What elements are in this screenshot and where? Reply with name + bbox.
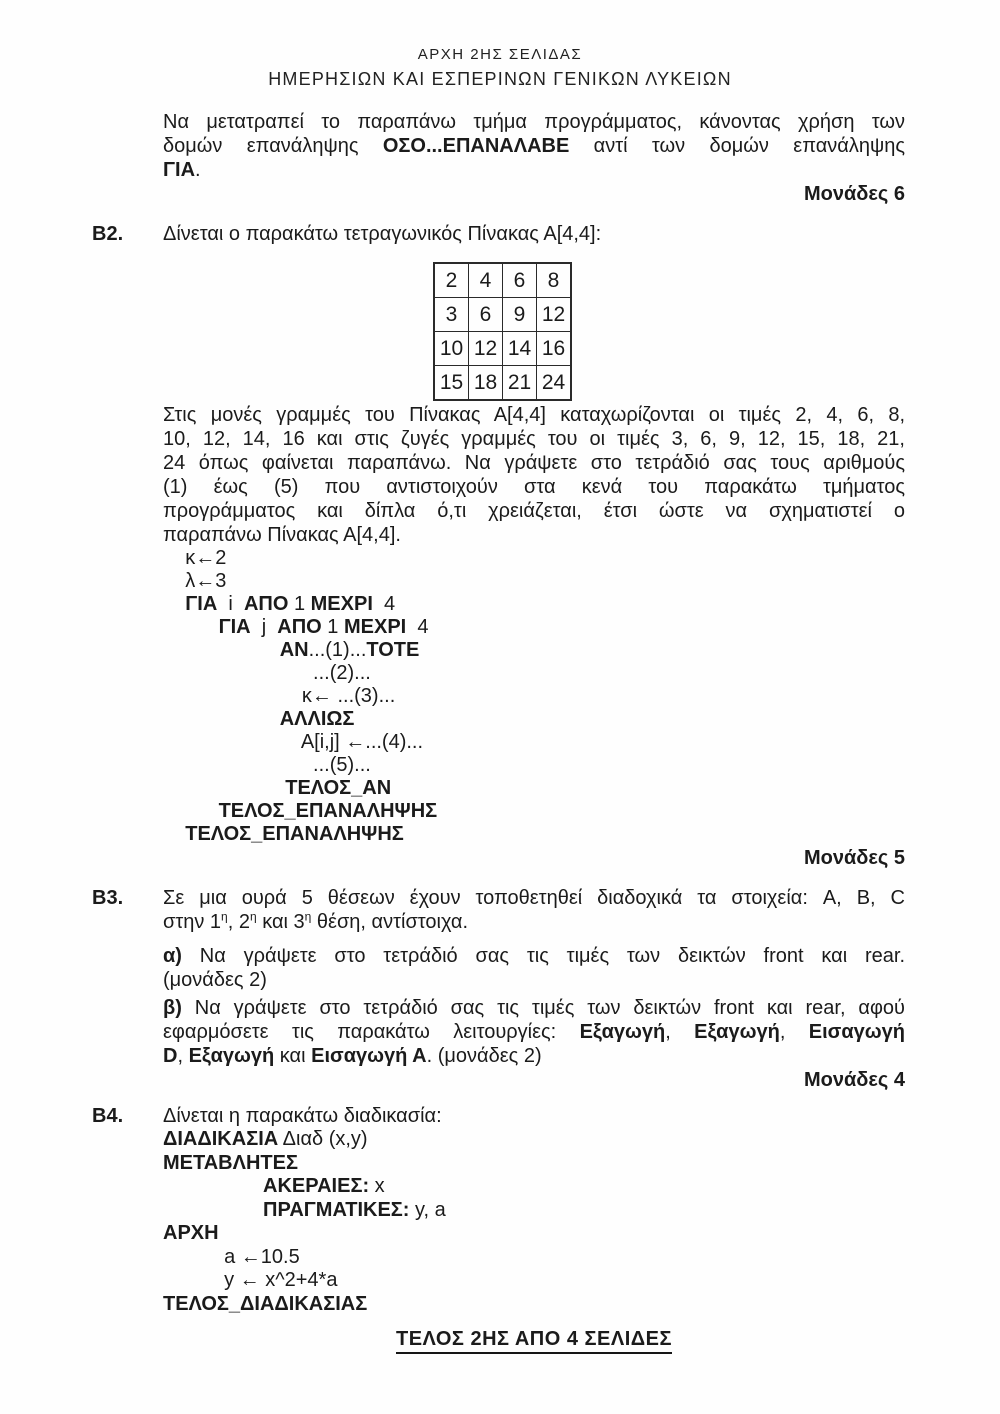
header-line-2: ΗΜΕΡΗΣΙΩΝ ΚΑΙ ΕΣΠΕΡΙΝΩΝ ΓΕΝΙΚΩΝ ΛΥΚΕΙΩΝ [268, 69, 732, 89]
text-segment [163, 593, 185, 615]
text-line [163, 1152, 905, 1176]
text-line [163, 547, 905, 570]
text-line [163, 754, 905, 777]
text-line [163, 1293, 905, 1317]
text-line [163, 823, 905, 846]
text-line [163, 968, 905, 992]
text-segment: ΜΕΧΡΙ [343, 616, 407, 638]
text-line [163, 708, 905, 731]
text-segment: ΤΕΛΟΣ_ΕΠΑΝΑΛΗΨΗΣ [218, 800, 438, 822]
text-segment: 24 όπως φαίνεται παραπάνω. Να γράψετε στο τετράδιό σας τους αριθμούς [163, 452, 905, 474]
matrix-row [434, 298, 571, 332]
marks-intro: Μονάδες 6 [804, 183, 905, 205]
matrix-cell: 10 [434, 332, 469, 366]
text-line [163, 451, 905, 475]
section-label-b2: Β2. [92, 223, 124, 245]
text-segment: θέση, αντίστοιχα. [311, 911, 469, 933]
text-segment: , [665, 1021, 695, 1043]
header-line-1: ΑΡΧΗ 2ΗΣ ΣΕΛΙΔΑΣ [417, 46, 583, 63]
text-segment: στην 1 [163, 911, 222, 933]
text-segment: . [195, 159, 201, 181]
matrix-cell: 4 [469, 263, 503, 298]
text-segment: 1 [288, 593, 311, 615]
text-segment: ΓΙΑ [185, 593, 218, 615]
text-line [163, 886, 905, 910]
text-segment: ΜΕΤΑΒΛΗΤΕΣ [163, 1151, 298, 1174]
text-segment [163, 823, 185, 845]
marks-b3: Μονάδες 4 [804, 1069, 905, 1091]
b3-part-a [163, 944, 905, 992]
text-segment: προγράμματος και δίπλα ό,τι χρειάζεται, έτσι ώστε να σχηματιστεί ο [163, 500, 905, 522]
text-segment: 4 [372, 593, 396, 615]
text-segment: Εισαγωγή Α [311, 1045, 427, 1067]
text-segment: , [779, 1021, 809, 1043]
text-line [163, 685, 905, 708]
b2-code-block [163, 547, 905, 846]
section-b3 [92, 886, 905, 934]
text-segment: ΑΡΧΗ [163, 1222, 219, 1244]
text-line [163, 944, 905, 968]
text-segment: παραπάνω Πίνακας Α[4,4]. [163, 524, 401, 546]
matrix-cell: 16 [537, 332, 572, 366]
matrix-cell: 12 [469, 332, 503, 366]
text-line [163, 996, 905, 1020]
text-segment: δομών επανάληψης [163, 135, 383, 157]
matrix-row [434, 263, 571, 298]
text-segment: ΑΠΟ [277, 616, 322, 638]
text-segment: 1 [321, 616, 344, 638]
matrix-table [433, 262, 572, 401]
text-segment: 10, 12, 14, 16 και στις ζυγές γραμμές του οι τιμές 3, 6, 9, 12, 15, 18, 21, [163, 428, 905, 450]
text-segment: ΟΣΟ...ΕΠΑΝΑΛΑΒΕ [382, 135, 570, 157]
text-segment: Εξαγωγή [579, 1021, 666, 1043]
text-line [163, 1269, 905, 1293]
text-segment: ΓΙΑ [163, 159, 196, 181]
text-segment: και 3 [256, 911, 305, 933]
text-segment: ΤΟΤΕ [366, 639, 420, 661]
page-content [0, 110, 1000, 1351]
text-segment [163, 616, 219, 638]
text-line [163, 427, 905, 451]
footer-text: ΤΕΛΟΣ 2ΗΣ ΑΠΟ 4 ΣΕΛΙΔΕΣ [396, 1328, 672, 1354]
text-segment [163, 708, 280, 730]
section-label-b4: Β4. [92, 1105, 124, 1127]
text-segment: ΑΛΛΙΩΣ [279, 708, 355, 730]
matrix-cell: 9 [503, 298, 537, 332]
text-line [163, 499, 905, 523]
text-segment: a ←10.5 [163, 1245, 300, 1268]
text-line [163, 475, 905, 499]
b3-part-b [163, 996, 905, 1068]
text-segment: α) [163, 945, 200, 967]
text-segment: β) [163, 997, 195, 1019]
text-segment: ΤΕΛΟΣ_ΔΙΑΔΙΚΑΣΙΑΣ [163, 1292, 368, 1315]
text-segment: ΑΝ [279, 639, 309, 661]
intro-paragraph [163, 110, 905, 182]
text-segment: Στις μονές γραμμές του Πίνακας Α[4,4] καταχωρίζονται οι τιμές 2, 4, 6, 8, [163, 404, 905, 426]
matrix-cell: 24 [537, 366, 572, 401]
text-segment: x [369, 1175, 385, 1197]
text-segment: Α[i,j] ←...(4)... [163, 731, 424, 753]
text-line [163, 910, 905, 934]
text-segment: ΤΕΛΟΣ_ΑΝ [285, 777, 392, 799]
text-segment: ΠΡΑΓΜΑΤΙΚΕΣ: [263, 1198, 410, 1221]
text-line [163, 570, 905, 593]
matrix-cell: 8 [537, 263, 572, 298]
text-segment: η [304, 909, 312, 924]
text-line [163, 731, 905, 754]
text-line [163, 800, 905, 823]
matrix-cell: 12 [537, 298, 572, 332]
text-segment: κ← ...(3)... [163, 685, 396, 707]
text-line [163, 1175, 905, 1199]
text-segment [163, 1175, 263, 1197]
text-segment: ...(5)... [163, 754, 371, 776]
matrix-cell: 18 [469, 366, 503, 401]
text-segment: Εισαγωγή [808, 1021, 905, 1043]
text-segment: (μονάδες 2) [163, 969, 267, 991]
b2-paragraph [163, 403, 905, 547]
section-b2 [92, 222, 905, 246]
matrix-cell: 3 [434, 298, 469, 332]
text-segment: , 2 [227, 911, 250, 933]
text-line [163, 1020, 905, 1044]
text-segment [163, 639, 280, 661]
text-segment: ...(1)... [308, 639, 367, 661]
text-segment: ΤΕΛΟΣ_ΕΠΑΝΑΛΗΨΗΣ [185, 823, 404, 845]
text-segment: . (μονάδες 2) [426, 1045, 542, 1067]
marks-b2: Μονάδες 5 [804, 847, 905, 869]
text-line [163, 1246, 905, 1270]
text-segment [163, 777, 285, 799]
b3-intro-paragraph [163, 886, 905, 934]
matrix-cell: 2 [434, 263, 469, 298]
text-line [163, 777, 905, 800]
text-segment: ΑΚΕΡΑΙΕΣ: [263, 1175, 370, 1197]
text-line [163, 639, 905, 662]
matrix-cell: 6 [469, 298, 503, 332]
b4-intro-text: Δίνεται η παρακάτω διαδικασία: [163, 1105, 442, 1127]
text-line [163, 134, 905, 158]
text-segment: εφαρμόσετε τις παρακάτω λειτουργίες: [163, 1021, 580, 1043]
text-segment: y ← x^2+4*a [163, 1269, 338, 1291]
text-segment: ΓΙΑ [218, 616, 251, 638]
text-segment: κ←2 [163, 547, 227, 569]
matrix-cell: 6 [503, 263, 537, 298]
text-line [163, 1199, 905, 1223]
text-segment: (1) έως (5) που αντιστοιχούν στα κενά του παρακάτω τμήματος [163, 476, 905, 498]
text-segment: λ←3 [163, 570, 227, 592]
text-segment: Να μετατραπεί το παραπάνω τμήμα προγράμματος, κάνοντας χρήση των [163, 111, 905, 133]
section-b4 [92, 1104, 905, 1316]
text-segment: ΑΠΟ [243, 593, 289, 615]
text-segment: D [163, 1045, 178, 1067]
text-segment: Εξαγωγή [694, 1021, 780, 1043]
text-segment: η [221, 909, 228, 924]
text-segment: y, a [409, 1198, 446, 1221]
text-segment: Σε μια ουρά 5 θέσεων έχουν τοποθετηθεί διαδοχικά τα στοιχεία: A, B, C [163, 887, 905, 909]
text-segment: ΔΙΑΔΙΚΑΣΙΑ [163, 1128, 279, 1150]
text-line [163, 593, 905, 616]
text-segment: Διαδ (x,y) [278, 1128, 368, 1150]
text-segment: η [249, 909, 257, 924]
text-line [163, 1128, 905, 1152]
text-segment: αντί των δομών επανάληψης [569, 135, 905, 157]
text-segment: i [217, 593, 244, 615]
section-label-b3: Β3. [92, 887, 124, 909]
matrix-cell: 21 [503, 366, 537, 401]
text-line [163, 1044, 905, 1068]
text-segment: Εξαγωγή [188, 1045, 275, 1067]
text-segment: 4 [406, 616, 429, 638]
text-line [163, 158, 905, 182]
matrix-cell: 15 [434, 366, 469, 401]
text-segment: j [250, 616, 278, 638]
text-segment: Να γράψετε στο τετράδιό σας τις τιμές των δεικτών front και rear. [199, 945, 905, 967]
matrix-row [434, 332, 571, 366]
text-segment: ...(2)... [163, 662, 371, 684]
page-footer [163, 1328, 905, 1351]
text-segment: και [274, 1045, 312, 1067]
text-segment [163, 1199, 263, 1221]
text-line [163, 662, 905, 685]
text-segment: , [177, 1045, 189, 1067]
text-segment: ΜΕΧΡΙ [310, 593, 373, 615]
page-header [0, 46, 1000, 90]
b2-intro-text: Δίνεται ο παρακάτω τετραγωνικός Πίνακας Α[4,4]: [163, 223, 602, 245]
b4-code-block [163, 1128, 905, 1316]
text-segment: Να γράψετε στο τετράδιό σας τις τιμές των δεικτών front και rear, αφού [194, 997, 905, 1019]
text-line [163, 523, 905, 547]
matrix-cell: 14 [503, 332, 537, 366]
text-line [163, 616, 905, 639]
matrix-row [434, 366, 571, 401]
text-line [163, 403, 905, 427]
text-line [163, 110, 905, 134]
text-segment [163, 800, 219, 822]
text-line [163, 1222, 905, 1246]
